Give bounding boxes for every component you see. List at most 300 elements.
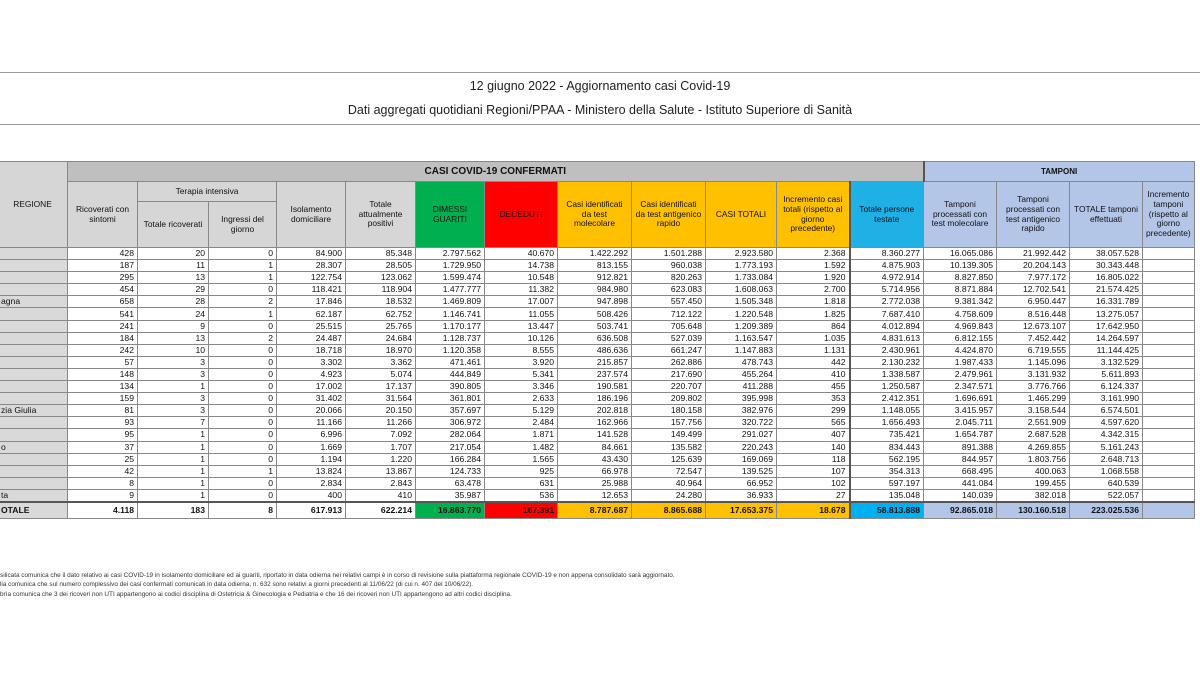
cell-tamponi-molecolare: 4.758.609 bbox=[924, 308, 997, 320]
cell-ti-ingressi: 0 bbox=[209, 429, 277, 441]
cell-isolamento: 18.718 bbox=[277, 344, 346, 356]
cell-casi-antigenico: 262.886 bbox=[632, 356, 706, 368]
footnotes bbox=[0, 571, 1200, 599]
cell-casi-molecolare: 912.821 bbox=[558, 272, 632, 284]
cell-dimessi: 444.849 bbox=[416, 368, 485, 380]
cell-ricoverati: 134 bbox=[68, 381, 138, 393]
cell-incremento: 18.678 bbox=[777, 502, 850, 519]
cell-ti-ingressi: 0 bbox=[209, 284, 277, 296]
cell-casi-molecolare: 813.155 bbox=[558, 260, 632, 272]
table-row bbox=[0, 489, 1194, 502]
cell-ti-totale: 1 bbox=[138, 465, 209, 477]
cell-casi-totali: 169.069 bbox=[706, 453, 777, 465]
cell-persone-testate: 4.012.894 bbox=[850, 320, 924, 332]
cell-casi-totali: 139.525 bbox=[706, 465, 777, 477]
cell-totale-positivi: 123.062 bbox=[346, 272, 416, 284]
cell-tamponi-totale: 16.331.789 bbox=[1070, 296, 1143, 308]
cell-regione bbox=[0, 417, 68, 429]
cell-deceduti: 40.670 bbox=[485, 248, 558, 260]
cell-dimessi: 390.805 bbox=[416, 381, 485, 393]
cell-ti-ingressi: 0 bbox=[209, 453, 277, 465]
cell-incremento-tamponi bbox=[1143, 502, 1195, 519]
cell-dimessi: 166.284 bbox=[416, 453, 485, 465]
cell-tamponi-antigenico: 7.977.172 bbox=[997, 272, 1070, 284]
cell-isolamento: 28.307 bbox=[277, 260, 346, 272]
cell-regione bbox=[0, 272, 68, 284]
cell-isolamento: 122.754 bbox=[277, 272, 346, 284]
cell-deceduti: 925 bbox=[485, 465, 558, 477]
total-row bbox=[0, 502, 1194, 519]
cell-tamponi-totale: 2.648.713 bbox=[1070, 453, 1143, 465]
cell-tamponi-molecolare: 8.871.884 bbox=[924, 284, 997, 296]
table-row bbox=[0, 429, 1194, 441]
cell-regione bbox=[0, 393, 68, 405]
table-row bbox=[0, 332, 1194, 344]
cell-isolamento: 3.302 bbox=[277, 356, 346, 368]
cell-tamponi-antigenico: 6.719.555 bbox=[997, 344, 1070, 356]
cell-casi-antigenico: 209.802 bbox=[632, 393, 706, 405]
cell-isolamento: 17.002 bbox=[277, 381, 346, 393]
cell-ti-ingressi: 0 bbox=[209, 417, 277, 429]
table-row bbox=[0, 381, 1194, 393]
cell-casi-antigenico: 24.280 bbox=[632, 489, 706, 502]
cell-regione bbox=[0, 344, 68, 356]
header-rule bbox=[0, 124, 1200, 125]
cell-regione bbox=[0, 308, 68, 320]
cell-ti-ingressi: 0 bbox=[209, 368, 277, 380]
col-casi-totali: CASI TOTALI bbox=[706, 182, 777, 248]
cell-tamponi-antigenico: 21.992.442 bbox=[997, 248, 1070, 260]
footnote: lia comunica che sul numero complessivo dei casi confermati comunicati in data odierna, n. 632 sono relativi a giorni precedenti al 11/06/22 (di cui n. 407 del 10/06/22). bbox=[0, 581, 474, 589]
cell-isolamento: 6.996 bbox=[277, 429, 346, 441]
cell-totale-positivi: 31.564 bbox=[346, 393, 416, 405]
cell-persone-testate: 834.443 bbox=[850, 441, 924, 453]
cell-persone-testate: 4.972.914 bbox=[850, 272, 924, 284]
table-row bbox=[0, 260, 1194, 272]
cell-persone-testate: 5.714.956 bbox=[850, 284, 924, 296]
cell-dimessi: 124.733 bbox=[416, 465, 485, 477]
cell-casi-molecolare: 162.966 bbox=[558, 417, 632, 429]
cell-incremento-tamponi bbox=[1143, 405, 1195, 417]
cell-casi-totali: 455.264 bbox=[706, 368, 777, 380]
cell-casi-totali: 382.976 bbox=[706, 405, 777, 417]
cell-isolamento: 118.421 bbox=[277, 284, 346, 296]
cell-tamponi-molecolare: 10.139.305 bbox=[924, 260, 997, 272]
cell-ti-totale: 1 bbox=[138, 441, 209, 453]
cell-dimessi: 282.064 bbox=[416, 429, 485, 441]
cell-ricoverati: 4.118 bbox=[68, 502, 138, 519]
cell-regione bbox=[0, 381, 68, 393]
cell-incremento: 118 bbox=[777, 453, 850, 465]
cell-tamponi-totale: 522.057 bbox=[1070, 489, 1143, 502]
cell-casi-molecolare: 25.988 bbox=[558, 477, 632, 489]
cell-tamponi-molecolare: 2.347.571 bbox=[924, 381, 997, 393]
cell-ti-totale: 1 bbox=[138, 381, 209, 393]
cell-persone-testate: 597.197 bbox=[850, 477, 924, 489]
cell-ricoverati: 93 bbox=[68, 417, 138, 429]
cell-ricoverati: 658 bbox=[68, 296, 138, 308]
cell-dimessi: 357.697 bbox=[416, 405, 485, 417]
cell-tamponi-totale: 21.574.425 bbox=[1070, 284, 1143, 296]
cell-totale-positivi: 24.684 bbox=[346, 332, 416, 344]
cell-incremento: 1.131 bbox=[777, 344, 850, 356]
cell-incremento: 1.920 bbox=[777, 272, 850, 284]
cell-incremento-tamponi bbox=[1143, 381, 1195, 393]
table-row bbox=[0, 308, 1194, 320]
col-tamponi-totale: TOTALE tamponi effettuati bbox=[1070, 182, 1143, 248]
cell-ti-ingressi: 2 bbox=[209, 296, 277, 308]
cell-deceduti: 13.447 bbox=[485, 320, 558, 332]
cell-regione bbox=[0, 368, 68, 380]
cell-tamponi-antigenico: 3.776.766 bbox=[997, 381, 1070, 393]
cell-ti-ingressi: 0 bbox=[209, 320, 277, 332]
cell-casi-antigenico: 72.547 bbox=[632, 465, 706, 477]
cell-totale-positivi: 410 bbox=[346, 489, 416, 502]
cell-incremento: 107 bbox=[777, 465, 850, 477]
cell-totale-positivi: 20.150 bbox=[346, 405, 416, 417]
cell-isolamento: 4.923 bbox=[277, 368, 346, 380]
cell-casi-antigenico: 820.263 bbox=[632, 272, 706, 284]
cell-totale-positivi: 118.904 bbox=[346, 284, 416, 296]
cell-dimessi: 306.972 bbox=[416, 417, 485, 429]
cell-totale-positivi: 13.867 bbox=[346, 465, 416, 477]
col-isolamento: Isolamento domiciliare bbox=[277, 182, 346, 248]
cell-incremento-tamponi bbox=[1143, 284, 1195, 296]
cell-casi-antigenico: 157.756 bbox=[632, 417, 706, 429]
cell-casi-totali: 395.998 bbox=[706, 393, 777, 405]
cell-tamponi-totale: 4.597.620 bbox=[1070, 417, 1143, 429]
cell-tamponi-antigenico: 3.158.544 bbox=[997, 405, 1070, 417]
cell-ricoverati: 295 bbox=[68, 272, 138, 284]
cell-persone-testate: 2.412.351 bbox=[850, 393, 924, 405]
col-ricoverati: Ricoverati con sintomi bbox=[68, 182, 138, 248]
cell-ricoverati: 184 bbox=[68, 332, 138, 344]
cell-persone-testate: 58.813.888 bbox=[850, 502, 924, 519]
cell-tamponi-antigenico: 2.551.909 bbox=[997, 417, 1070, 429]
cell-deceduti: 10.126 bbox=[485, 332, 558, 344]
cell-totale-positivi: 11.266 bbox=[346, 417, 416, 429]
cell-casi-antigenico: 135.582 bbox=[632, 441, 706, 453]
cell-tamponi-molecolare: 6.812.155 bbox=[924, 332, 997, 344]
cell-totale-positivi: 3.362 bbox=[346, 356, 416, 368]
cell-ricoverati: 241 bbox=[68, 320, 138, 332]
cell-ricoverati: 242 bbox=[68, 344, 138, 356]
cell-totale-positivi: 1.707 bbox=[346, 441, 416, 453]
cell-casi-molecolare: 237.574 bbox=[558, 368, 632, 380]
cell-ti-totale: 29 bbox=[138, 284, 209, 296]
cell-persone-testate: 1.250.587 bbox=[850, 381, 924, 393]
cell-isolamento: 13.824 bbox=[277, 465, 346, 477]
cell-tamponi-molecolare: 1.654.787 bbox=[924, 429, 997, 441]
cell-incremento-tamponi bbox=[1143, 441, 1195, 453]
cell-casi-molecolare: 43.430 bbox=[558, 453, 632, 465]
cell-deceduti: 2.484 bbox=[485, 417, 558, 429]
cell-ti-ingressi: 0 bbox=[209, 248, 277, 260]
cell-totale-positivi: 5.074 bbox=[346, 368, 416, 380]
cell-casi-antigenico: 220.707 bbox=[632, 381, 706, 393]
cell-dimessi: 2.797.562 bbox=[416, 248, 485, 260]
table-row bbox=[0, 248, 1194, 260]
cell-tamponi-totale: 17.642.950 bbox=[1070, 320, 1143, 332]
cell-regione bbox=[0, 477, 68, 489]
cell-dimessi: 217.054 bbox=[416, 441, 485, 453]
cell-regione bbox=[0, 356, 68, 368]
cell-totale-positivi: 62.752 bbox=[346, 308, 416, 320]
cell-casi-molecolare: 8.787.687 bbox=[558, 502, 632, 519]
cell-ricoverati: 454 bbox=[68, 284, 138, 296]
group-terapia-intensiva: Terapia intensiva bbox=[138, 182, 277, 202]
cell-tamponi-molecolare: 140.039 bbox=[924, 489, 997, 502]
cell-casi-antigenico: 180.158 bbox=[632, 405, 706, 417]
cell-casi-totali: 478.743 bbox=[706, 356, 777, 368]
cell-dimessi: 1.128.737 bbox=[416, 332, 485, 344]
cell-ti-totale: 20 bbox=[138, 248, 209, 260]
cell-ti-ingressi: 0 bbox=[209, 441, 277, 453]
cell-dimessi: 1.146.741 bbox=[416, 308, 485, 320]
cell-casi-molecolare: 215.857 bbox=[558, 356, 632, 368]
cell-tamponi-totale: 1.068.558 bbox=[1070, 465, 1143, 477]
cell-regione bbox=[0, 332, 68, 344]
cell-persone-testate: 135.048 bbox=[850, 489, 924, 502]
cell-regione bbox=[0, 465, 68, 477]
cell-casi-totali: 1.608.063 bbox=[706, 284, 777, 296]
table-row bbox=[0, 417, 1194, 429]
cell-deceduti: 1.565 bbox=[485, 453, 558, 465]
cell-persone-testate: 1.338.587 bbox=[850, 368, 924, 380]
col-persone-testate: Totale persone testate bbox=[850, 182, 924, 248]
cell-ricoverati: 9 bbox=[68, 489, 138, 502]
table-row bbox=[0, 465, 1194, 477]
cell-persone-testate: 354.313 bbox=[850, 465, 924, 477]
table-row bbox=[0, 344, 1194, 356]
cell-isolamento: 2.834 bbox=[277, 477, 346, 489]
cell-casi-molecolare: 84.661 bbox=[558, 441, 632, 453]
cell-casi-totali: 1.733.084 bbox=[706, 272, 777, 284]
cell-ti-totale: 28 bbox=[138, 296, 209, 308]
cell-ricoverati: 81 bbox=[68, 405, 138, 417]
table-row bbox=[0, 368, 1194, 380]
cell-casi-totali: 1.773.193 bbox=[706, 260, 777, 272]
cell-isolamento: 1.194 bbox=[277, 453, 346, 465]
cell-tamponi-totale: 640.539 bbox=[1070, 477, 1143, 489]
cell-incremento-tamponi bbox=[1143, 477, 1195, 489]
cell-tamponi-antigenico: 4.269.855 bbox=[997, 441, 1070, 453]
cell-tamponi-antigenico: 3.131.932 bbox=[997, 368, 1070, 380]
cell-deceduti: 17.007 bbox=[485, 296, 558, 308]
cell-deceduti: 11.055 bbox=[485, 308, 558, 320]
cell-tamponi-molecolare: 2.479.961 bbox=[924, 368, 997, 380]
cell-ricoverati: 428 bbox=[68, 248, 138, 260]
cell-tamponi-molecolare: 844.957 bbox=[924, 453, 997, 465]
cell-casi-antigenico: 527.039 bbox=[632, 332, 706, 344]
cell-ti-totale: 1 bbox=[138, 477, 209, 489]
table-row bbox=[0, 453, 1194, 465]
cell-ti-ingressi: 0 bbox=[209, 489, 277, 502]
col-dimessi: DIMESSI GUARITI bbox=[416, 182, 485, 248]
cell-ti-totale: 3 bbox=[138, 405, 209, 417]
cell-tamponi-totale: 4.342.315 bbox=[1070, 429, 1143, 441]
cell-incremento-tamponi bbox=[1143, 393, 1195, 405]
cell-ti-totale: 1 bbox=[138, 453, 209, 465]
cell-casi-molecolare: 486.636 bbox=[558, 344, 632, 356]
cell-isolamento: 25.515 bbox=[277, 320, 346, 332]
cell-regione bbox=[0, 284, 68, 296]
cell-tamponi-molecolare: 3.415.957 bbox=[924, 405, 997, 417]
cell-incremento-tamponi bbox=[1143, 465, 1195, 477]
cell-totale-positivi: 2.843 bbox=[346, 477, 416, 489]
top-rule bbox=[0, 72, 1200, 73]
cell-casi-molecolare: 141.528 bbox=[558, 429, 632, 441]
cell-deceduti: 8.555 bbox=[485, 344, 558, 356]
cell-tamponi-totale: 11.144.425 bbox=[1070, 344, 1143, 356]
cell-regione bbox=[0, 453, 68, 465]
cell-ricoverati: 57 bbox=[68, 356, 138, 368]
cell-casi-totali: 291.027 bbox=[706, 429, 777, 441]
cell-deceduti: 1.482 bbox=[485, 441, 558, 453]
cell-tamponi-molecolare: 92.865.018 bbox=[924, 502, 997, 519]
cell-ti-totale: 7 bbox=[138, 417, 209, 429]
cell-tamponi-antigenico: 130.160.518 bbox=[997, 502, 1070, 519]
cell-casi-molecolare: 12.653 bbox=[558, 489, 632, 502]
cell-incremento: 455 bbox=[777, 381, 850, 393]
table-row bbox=[0, 441, 1194, 453]
cell-ti-ingressi: 2 bbox=[209, 332, 277, 344]
cell-regione bbox=[0, 260, 68, 272]
cell-regione: o bbox=[0, 441, 68, 453]
cell-totale-positivi: 85.348 bbox=[346, 248, 416, 260]
cell-tamponi-antigenico: 1.803.756 bbox=[997, 453, 1070, 465]
table-row bbox=[0, 272, 1194, 284]
cell-persone-testate: 4.831.613 bbox=[850, 332, 924, 344]
cell-persone-testate: 8.360.277 bbox=[850, 248, 924, 260]
table-row bbox=[0, 284, 1194, 296]
cell-casi-molecolare: 1.422.292 bbox=[558, 248, 632, 260]
page-subtitle: Dati aggregati quotidiani Regioni/PPAA - Ministero della Salute - Istituto Superiore di Sanità bbox=[347, 103, 853, 117]
cell-ti-totale: 11 bbox=[138, 260, 209, 272]
col-casi-antigenico: Casi identificati da test antigenico rapido bbox=[632, 182, 706, 248]
cell-tamponi-molecolare: 16.065.086 bbox=[924, 248, 997, 260]
cell-persone-testate: 562.195 bbox=[850, 453, 924, 465]
cell-tamponi-antigenico: 1.465.299 bbox=[997, 393, 1070, 405]
cell-regione bbox=[0, 320, 68, 332]
cell-ricoverati: 187 bbox=[68, 260, 138, 272]
cell-casi-totali: 66.952 bbox=[706, 477, 777, 489]
cell-deceduti: 3.346 bbox=[485, 381, 558, 393]
cell-incremento: 1.825 bbox=[777, 308, 850, 320]
cell-totale-positivi: 17.137 bbox=[346, 381, 416, 393]
cell-ti-ingressi: 0 bbox=[209, 405, 277, 417]
cell-incremento-tamponi bbox=[1143, 332, 1195, 344]
cell-casi-antigenico: 712.122 bbox=[632, 308, 706, 320]
cell-isolamento: 11.166 bbox=[277, 417, 346, 429]
cell-incremento: 102 bbox=[777, 477, 850, 489]
cell-incremento-tamponi bbox=[1143, 429, 1195, 441]
cell-incremento: 353 bbox=[777, 393, 850, 405]
cell-tamponi-totale: 5.161.243 bbox=[1070, 441, 1143, 453]
cell-totale-positivi: 1.220 bbox=[346, 453, 416, 465]
cell-ti-ingressi: 1 bbox=[209, 260, 277, 272]
cell-regione bbox=[0, 248, 68, 260]
cell-tamponi-molecolare: 4.969.843 bbox=[924, 320, 997, 332]
cell-totale-positivi: 622.214 bbox=[346, 502, 416, 519]
cell-incremento: 27 bbox=[777, 489, 850, 502]
cell-persone-testate: 1.148.055 bbox=[850, 405, 924, 417]
cell-deceduti: 10.548 bbox=[485, 272, 558, 284]
cell-regione: OTALE bbox=[0, 502, 68, 519]
cell-ti-totale: 24 bbox=[138, 308, 209, 320]
cell-tamponi-antigenico: 7.452.442 bbox=[997, 332, 1070, 344]
cell-incremento-tamponi bbox=[1143, 417, 1195, 429]
cell-regione: zia Giulia bbox=[0, 405, 68, 417]
cell-casi-antigenico: 125.639 bbox=[632, 453, 706, 465]
cell-incremento-tamponi bbox=[1143, 489, 1195, 502]
cell-tamponi-antigenico: 199.455 bbox=[997, 477, 1070, 489]
cell-tamponi-totale: 223.025.536 bbox=[1070, 502, 1143, 519]
cell-totale-positivi: 18.532 bbox=[346, 296, 416, 308]
cell-isolamento: 84.900 bbox=[277, 248, 346, 260]
cell-ti-totale: 3 bbox=[138, 393, 209, 405]
cell-tamponi-antigenico: 382.018 bbox=[997, 489, 1070, 502]
cell-tamponi-molecolare: 8.827.850 bbox=[924, 272, 997, 284]
covid-data-table bbox=[0, 161, 1195, 519]
group-tamponi: TAMPONI bbox=[924, 162, 1195, 182]
cell-incremento-tamponi bbox=[1143, 453, 1195, 465]
table-row bbox=[0, 320, 1194, 332]
cell-tamponi-antigenico: 12.702.541 bbox=[997, 284, 1070, 296]
cell-casi-molecolare: 202.818 bbox=[558, 405, 632, 417]
cell-incremento-tamponi bbox=[1143, 248, 1195, 260]
cell-persone-testate: 1.656.493 bbox=[850, 417, 924, 429]
cell-casi-molecolare: 186.196 bbox=[558, 393, 632, 405]
cell-regione bbox=[0, 429, 68, 441]
cell-casi-totali: 220.243 bbox=[706, 441, 777, 453]
cell-tamponi-totale: 13.275.057 bbox=[1070, 308, 1143, 320]
cell-ti-ingressi: 1 bbox=[209, 272, 277, 284]
cell-tamponi-molecolare: 1.987.433 bbox=[924, 356, 997, 368]
cell-tamponi-antigenico: 400.063 bbox=[997, 465, 1070, 477]
cell-ti-ingressi: 0 bbox=[209, 344, 277, 356]
col-casi-molecolare: Casi identificati da test molecolare bbox=[558, 182, 632, 248]
cell-dimessi: 16.863.770 bbox=[416, 502, 485, 519]
cell-dimessi: 1.469.809 bbox=[416, 296, 485, 308]
cell-incremento-tamponi bbox=[1143, 320, 1195, 332]
cell-deceduti: 3.920 bbox=[485, 356, 558, 368]
col-regione: REGIONE bbox=[0, 162, 68, 248]
cell-incremento: 2.368 bbox=[777, 248, 850, 260]
col-totale-positivi: Totale attualmente positivi bbox=[346, 182, 416, 248]
cell-incremento: 1.035 bbox=[777, 332, 850, 344]
cell-incremento-tamponi bbox=[1143, 272, 1195, 284]
page-title: 12 giugno 2022 - Aggiornamento casi Covid-19 bbox=[469, 79, 731, 93]
cell-deceduti: 1.871 bbox=[485, 429, 558, 441]
cell-ti-ingressi: 0 bbox=[209, 356, 277, 368]
cell-casi-totali: 1.209.389 bbox=[706, 320, 777, 332]
col-ti-ingressi: Ingressi del giorno bbox=[209, 202, 277, 248]
cell-ricoverati: 42 bbox=[68, 465, 138, 477]
cell-tamponi-antigenico: 12.673.107 bbox=[997, 320, 1070, 332]
table-row bbox=[0, 477, 1194, 489]
cell-casi-totali: 1.163.547 bbox=[706, 332, 777, 344]
cell-deceduti: 11.382 bbox=[485, 284, 558, 296]
cell-tamponi-antigenico: 20.204.143 bbox=[997, 260, 1070, 272]
cell-ricoverati: 95 bbox=[68, 429, 138, 441]
cell-casi-totali: 2.923.580 bbox=[706, 248, 777, 260]
cell-ti-ingressi: 0 bbox=[209, 381, 277, 393]
cell-casi-totali: 17.653.375 bbox=[706, 502, 777, 519]
cell-deceduti: 5.129 bbox=[485, 405, 558, 417]
cell-incremento: 1.592 bbox=[777, 260, 850, 272]
cell-ti-totale: 9 bbox=[138, 320, 209, 332]
